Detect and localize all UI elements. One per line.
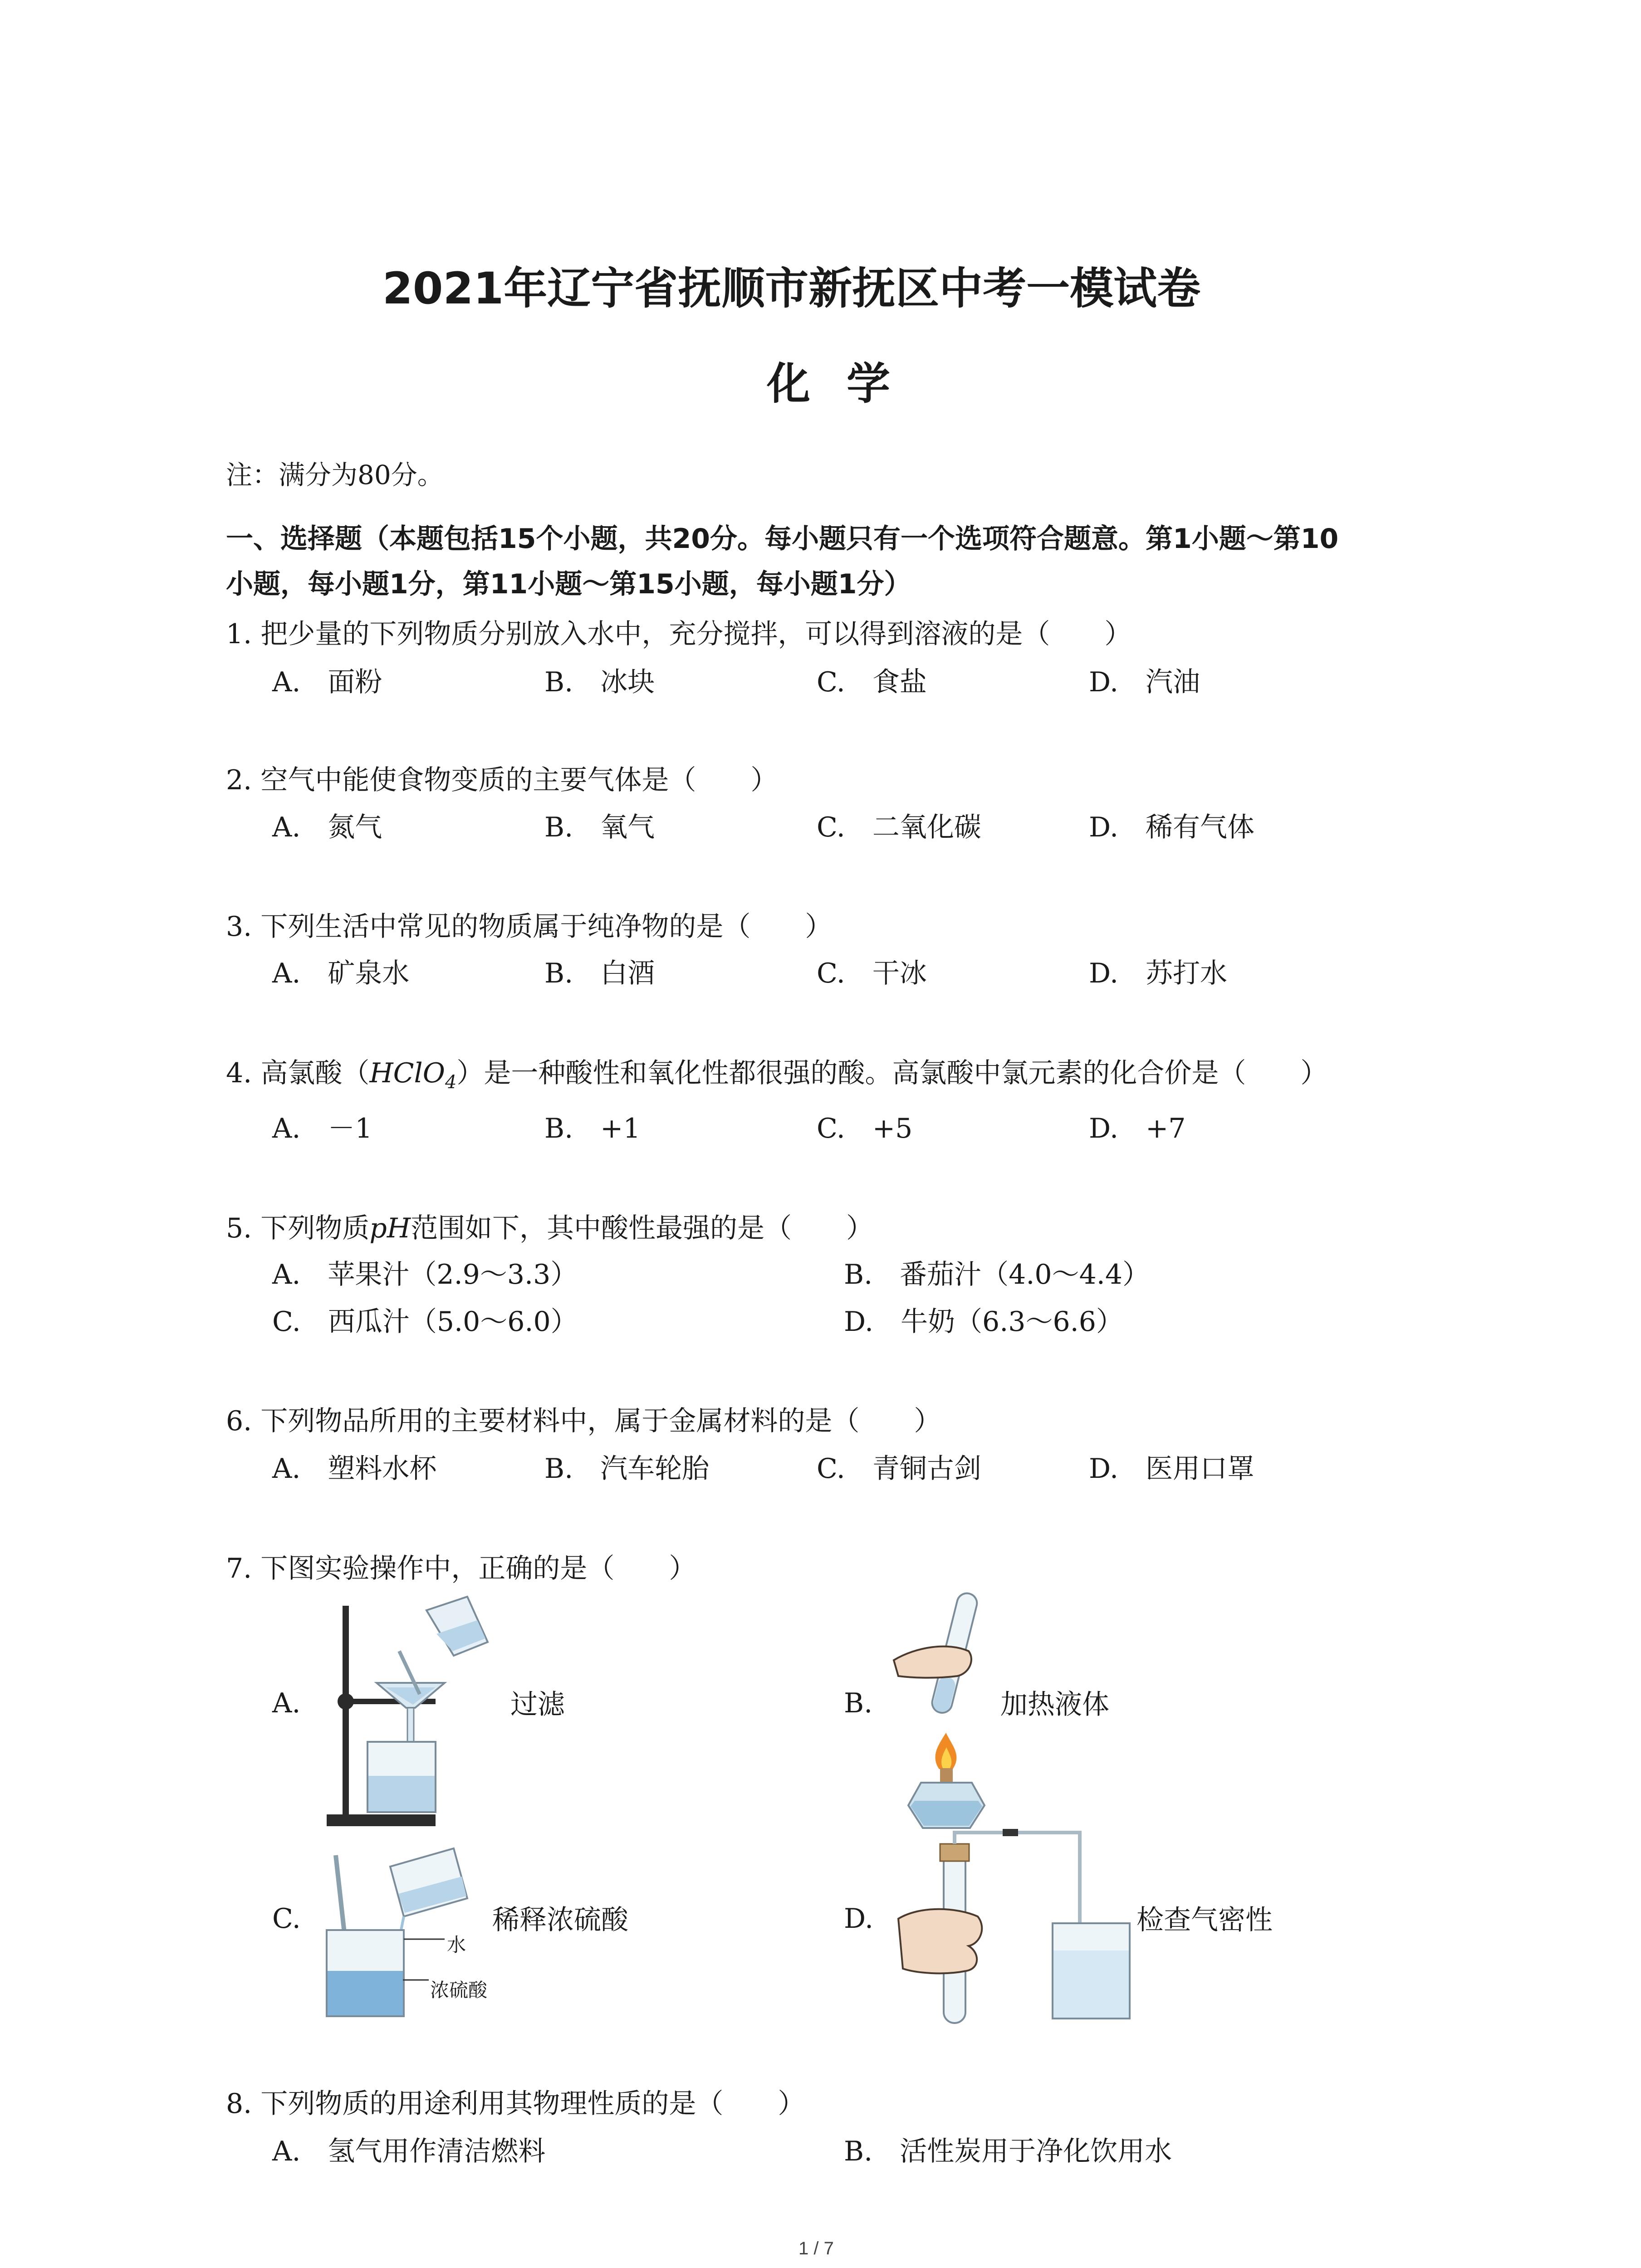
score-note: 注：满分为80分。 <box>226 459 444 490</box>
question-8-option-a: A. 氢气用作清洁燃料 <box>272 2136 546 2167</box>
question-2-option-d: D. 稀有气体 <box>1089 811 1255 843</box>
question-8-option-b: B. 活性炭用于净化饮用水 <box>844 2136 1172 2167</box>
question-6-option-a: A. 塑料水杯 <box>272 1453 437 1485</box>
question-1-option-d: D. 汽油 <box>1089 666 1200 698</box>
question-3-option-c: C. 干冰 <box>817 958 927 989</box>
question-1-stem: 1. 把少量的下列物质分别放入水中，充分搅拌，可以得到溶液的是（ ） <box>226 618 1132 650</box>
question-4-option-c: C. +5 <box>817 1113 913 1144</box>
question-3-option-d: D. 苏打水 <box>1089 958 1228 989</box>
question-4-stem-end: ）是一种酸性和氧化性都很强的酸。高氯酸中氯元素的化合价是（ ） <box>456 1057 1328 1089</box>
question-2-option-a: A. 氮气 <box>272 811 382 843</box>
figure-d-letter: D. <box>844 1903 874 1935</box>
question-1-option-a: A. 面粉 <box>272 666 382 698</box>
question-5-option-a: A. 苹果汁（2.9～3.3） <box>272 1259 578 1290</box>
question-5-stem-end: 范围如下，其中酸性最强的是（ ） <box>411 1212 874 1244</box>
section-heading-line1: 一、选择题（本题包括15个小题，共20分。每小题只有一个选项符合题意。第1小题～第10 <box>226 523 1339 555</box>
question-5-option-b: B. 番茄汁（4.0～4.4） <box>844 1259 1150 1290</box>
question-4-option-b: B. +1 <box>544 1113 641 1144</box>
figure-a-letter: A. <box>272 1687 301 1719</box>
question-2-option-c: C. 二氧化碳 <box>817 811 981 843</box>
question-7-stem: 7. 下图实验操作中，正确的是（ ） <box>226 1553 696 1584</box>
question-1-option-b: B. 冰块 <box>544 666 655 698</box>
question-8-stem: 8. 下列物质的用途利用其物理性质的是（ ） <box>226 2088 805 2120</box>
airtightness-apparatus <box>889 1833 1143 2032</box>
question-3-option-b: B. 白酒 <box>544 958 655 989</box>
ph-symbol: pH <box>369 1212 411 1244</box>
section-heading-line2: 小题，每小题1分，第11小题～第15小题，每小题1分） <box>226 568 911 600</box>
figure-b-letter: B. <box>844 1687 873 1719</box>
question-4-option-d: D. +7 <box>1089 1113 1186 1144</box>
question-2-option-b: B. 氧气 <box>544 811 655 843</box>
label-water: 水 <box>447 1934 466 1956</box>
perchloric-acid-formula: HClO$_4$ <box>369 1057 457 1093</box>
question-5-stem-start: 5. 下列物质 <box>226 1212 370 1244</box>
filtration-apparatus <box>318 1597 508 1837</box>
question-1-option-c: C. 食盐 <box>817 666 927 698</box>
question-5-option-c: C. 西瓜汁（5.0～6.0） <box>272 1306 578 1338</box>
question-4-stem-start: 4. 高氯酸（ <box>226 1057 370 1089</box>
figure-a-caption: 过滤 <box>510 1689 565 1721</box>
page-number: 1 / 7 <box>798 2239 834 2258</box>
figure-d-caption: 检查气密性 <box>1136 1904 1273 1936</box>
question-2-stem: 2. 空气中能使食物变质的主要气体是（ ） <box>226 764 778 796</box>
question-3-option-a: A. 矿泉水 <box>272 958 410 989</box>
question-4-stem <box>226 1051 1327 1093</box>
question-3-stem: 3. 下列生活中常见的物质属于纯净物的是（ ） <box>226 911 833 943</box>
figure-c-letter: C. <box>272 1903 301 1935</box>
label-concentrated-sulfuric-acid: 浓硫酸 <box>430 1979 488 2001</box>
figure-b-caption: 加热液体 <box>1000 1689 1109 1721</box>
exam-title: 2021年辽宁省抚顺市新抚区中考一模试卷 <box>382 263 1201 314</box>
question-5-stem <box>226 1207 873 1246</box>
question-6-option-d: D. 医用口罩 <box>1089 1453 1255 1485</box>
question-6-option-c: C. 青铜古剑 <box>817 1453 981 1485</box>
question-6-stem: 6. 下列物品所用的主要材料中，属于金属材料的是（ ） <box>226 1405 941 1437</box>
question-6-option-b: B. 汽车轮胎 <box>544 1453 710 1485</box>
subject-title: 化学 <box>767 358 926 409</box>
dilution-apparatus <box>318 1848 454 2021</box>
figure-c-caption: 稀释浓硫酸 <box>492 1904 628 1936</box>
question-4-option-a: A. －1 <box>272 1113 372 1144</box>
heating-liquid-apparatus <box>889 1588 1025 1842</box>
question-5-option-d: D. 牛奶（6.3～6.6） <box>844 1306 1123 1338</box>
